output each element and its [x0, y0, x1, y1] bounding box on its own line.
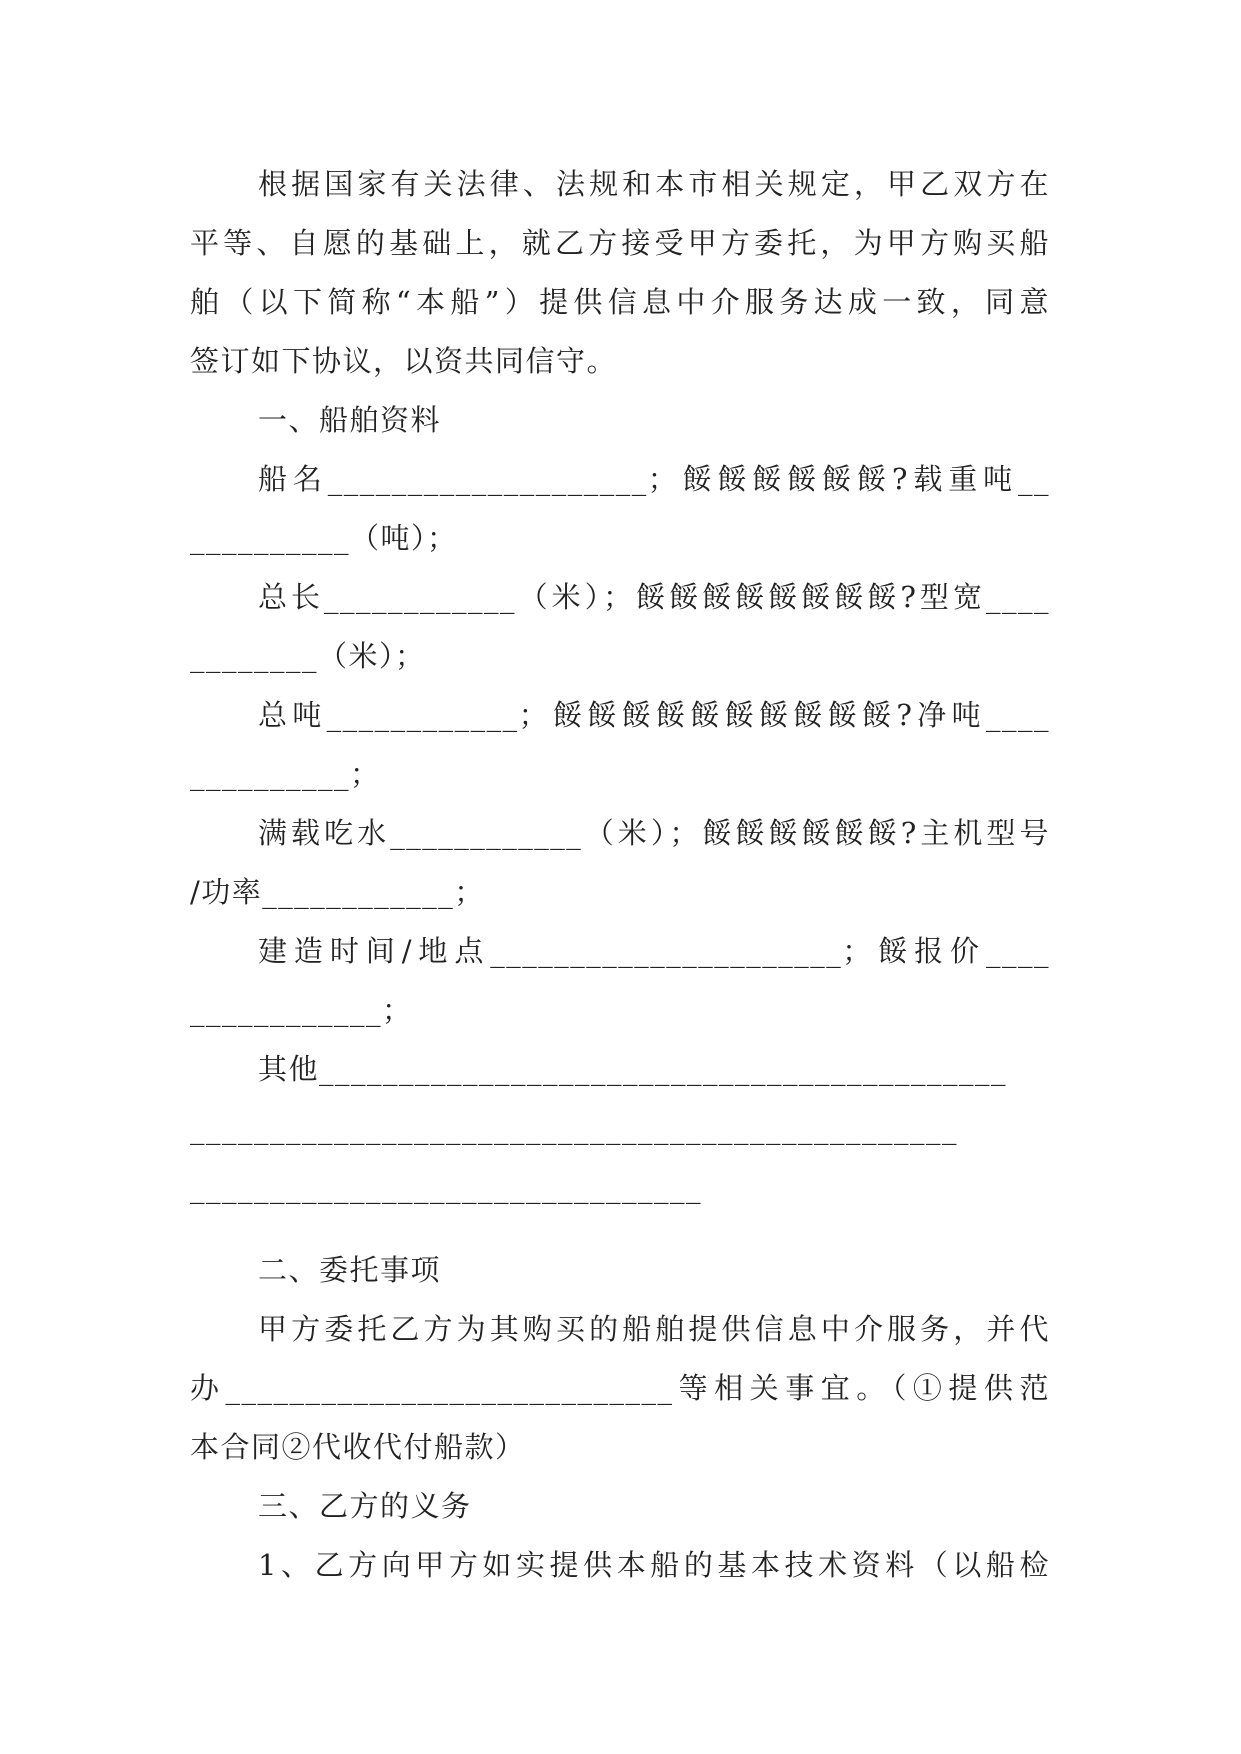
form-line-build-time: 建造时间/地点______________________；餒报价____ — [258, 934, 1050, 968]
form-line-net-tonnage: __________； — [190, 757, 381, 791]
form-line-deadweight: __________（吨）； — [190, 521, 458, 555]
document-page — [190, 155, 1050, 1595]
form-line-breadth: ________（米）； — [190, 639, 426, 673]
body-line: 1、乙方向甲方如实提供本船的基本技术资料（以船检 — [258, 1548, 1050, 1582]
preamble-line: 平等、自愿的基础上，就乙方接受甲方委托，为甲方购买船 — [190, 226, 1050, 260]
section-gap — [190, 1217, 1050, 1241]
body-line: 本合同②代收代付船款） — [190, 1430, 526, 1464]
form-line-other-cont: ________________________________________________ — [190, 1111, 958, 1145]
section-heading: 三、乙方的义务 — [258, 1489, 472, 1523]
section-heading: 二、委托事项 — [258, 1253, 442, 1287]
body-line: 办____________________________等相关事宜。（①提供范 — [190, 1371, 1050, 1405]
form-line-other-cont: ________________________________ — [190, 1170, 702, 1204]
preamble-line: 根据国家有关法律、法规和本市相关规定，甲乙双方在 — [258, 167, 1050, 201]
form-line-ship-name: 船名____________________；餒餒餒餒餒餒?载重吨__ — [258, 462, 1050, 496]
form-line-length: 总长____________（米）；餒餒餒餒餒餒餒餒?型宽____ — [258, 580, 1050, 614]
body-line: 甲方委托乙方为其购买的船舶提供信息中介服务，并代 — [258, 1312, 1050, 1346]
preamble-line: 签订如下协议，以资共同信守。 — [190, 344, 618, 378]
form-line-price: ____________； — [190, 993, 413, 1027]
form-line-engine-power: /功率____________； — [190, 875, 485, 909]
form-line-gross-tonnage: 总吨____________；餒餒餒餒餒餒餒餒餒餒?净吨____ — [258, 698, 1050, 732]
form-line-draft: 满载吃水____________（米）；餒餒餒餒餒餒?主机型号 — [258, 816, 1050, 850]
form-line-other: 其他___________________________________________ — [258, 1052, 1008, 1086]
section-heading: 一、船舶资料 — [258, 403, 442, 437]
preamble-line: 舶（以下简称“本船”）提供信息中介服务达成一致，同意 — [190, 285, 1050, 319]
